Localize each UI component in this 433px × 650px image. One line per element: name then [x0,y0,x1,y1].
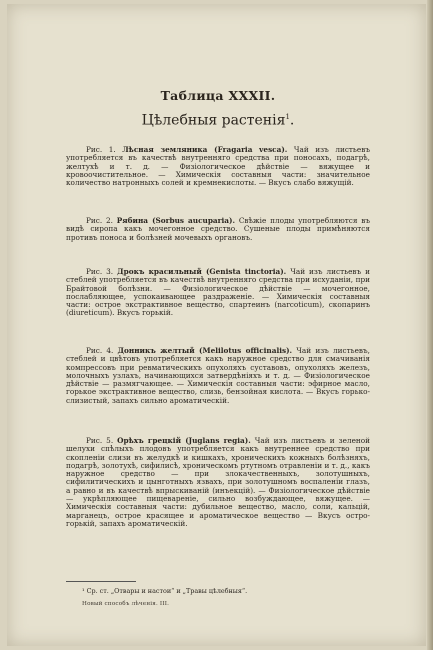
entry-4 [66,347,370,405]
entry-2-text: Свѣжіе плоды употребляются въ видѣ сиропа какъ мочегонное средство. Сушеные плоды примѣняются противъ поноса и болѣзней мочевыхъ органовъ. [66,216,370,242]
page-subtitle: Цѣлебныя растенія$^1$. [141,112,295,129]
entry-3-text: Чай изъ листьевъ и стеблей употребляется въ качествѣ внутренняго средства при исхуданіи, при Брайтовой болѣзни. — Физіологическое дѣйствіе — мочегонное, послабляющее, успокаивающее раздраженіе. — Химическія составныя части: острое экстрактивное вещество, спартеинъ (narcoticum), скопаринъ (diureticum). Вкусъ горькій. [66,267,370,318]
footnote: ¹ Ср. ст. „Отвары и настои“ и „Травы цѣлебныя“. [82,587,248,595]
signature-mark: Новый способъ лѣченія. III. [82,601,170,607]
entry-2-label: Рис. 2. [86,216,113,225]
entry-3-label: Рис. 3. [86,267,114,276]
subtitle-footnote-ref: 1 [285,113,290,121]
entry-1-name: Лѣсная земляника (Fragaria vesca). [122,145,288,154]
entry-1 [66,146,370,187]
entry-5 [66,437,370,528]
entry-1-label: Рис. 1. [86,145,116,154]
entry-5-name: Орѣхъ грецкій (Juglans regia). [117,436,251,445]
entry-2 [66,217,370,242]
entry-5-text: Чай изъ листьевъ и зеленой шелухи спѣлыхъ плодовъ употребляется какъ внутреннее средство при скопленіи слизи въ желудкѣ и кишкахъ, хроническихъ кожныхъ болѣзняхъ, подагрѣ, золотухѣ, сифилисѣ, хроническомъ ртутномъ отравленіи и т. д., какъ наружное средство — при злокачественныхъ, золотушныхъ, сифилитическихъ и цынготныхъ язвахъ, при золотушномъ воспаленіи глазъ, а равно и въ качествѣ впрыскиваній (инъекцій). — Физіологическое дѣйствіе — укрѣпляющее пищевареніе, сильно возбуждающее, вяжущее. — Химическія составныя части: дубильное вещество, масло, соли, кальцій, марганецъ, острое красящее и ароматическое вещество — Вкусъ остро-горькій, запахъ ароматическій. [66,436,371,528]
entry-3 [66,268,370,318]
entry-1-text: Чай изъ листьевъ употребляется въ качествѣ внутренняго средства при поносахъ, подагрѣ, желтухѣ и т. д. — Физіологическое дѣйствіе — вяжущее и кровоочистительное. — Химическія составныя части: значительное количество натронныхъ солей и кремнекислоты. — Вкусъ слабо вяжущій. [66,145,370,188]
subtitle-text: Цѣлебныя растенія [141,112,286,129]
entry-3-name: Дрокъ красильный (Genista tinctoria). [117,267,287,276]
book-edge [427,0,433,650]
footnote-rule [66,581,136,582]
entry-4-name: Донникъ желтый (Melilotus officinalis). [117,346,293,355]
entry-4-text: Чай изъ листьевъ, стеблей и цвѣтовъ употребляется какъ наружное средство для смачиванія компрессовъ при ревматическихъ опухоляхъ суставовъ, опухоляхъ железъ, молочныхъ узлахъ, начинающихся затвердѣніяхъ и т. д. — Физіологическое дѣйствіе — размягчающее. — Химическія составныя части: эфирное масло, горькое экстрактивное вещество, слизь, бензойная кислота. — Вкусъ горько-слизистый, запахъ сильно ароматическій. [66,346,370,405]
entry-5-label: Рис. 5. [86,436,114,445]
page-title: Таблица XXXII. [160,88,276,103]
entry-2-name: Рябина (Sorbus aucuparia). [116,216,236,225]
entry-4-label: Рис. 4. [86,346,114,355]
